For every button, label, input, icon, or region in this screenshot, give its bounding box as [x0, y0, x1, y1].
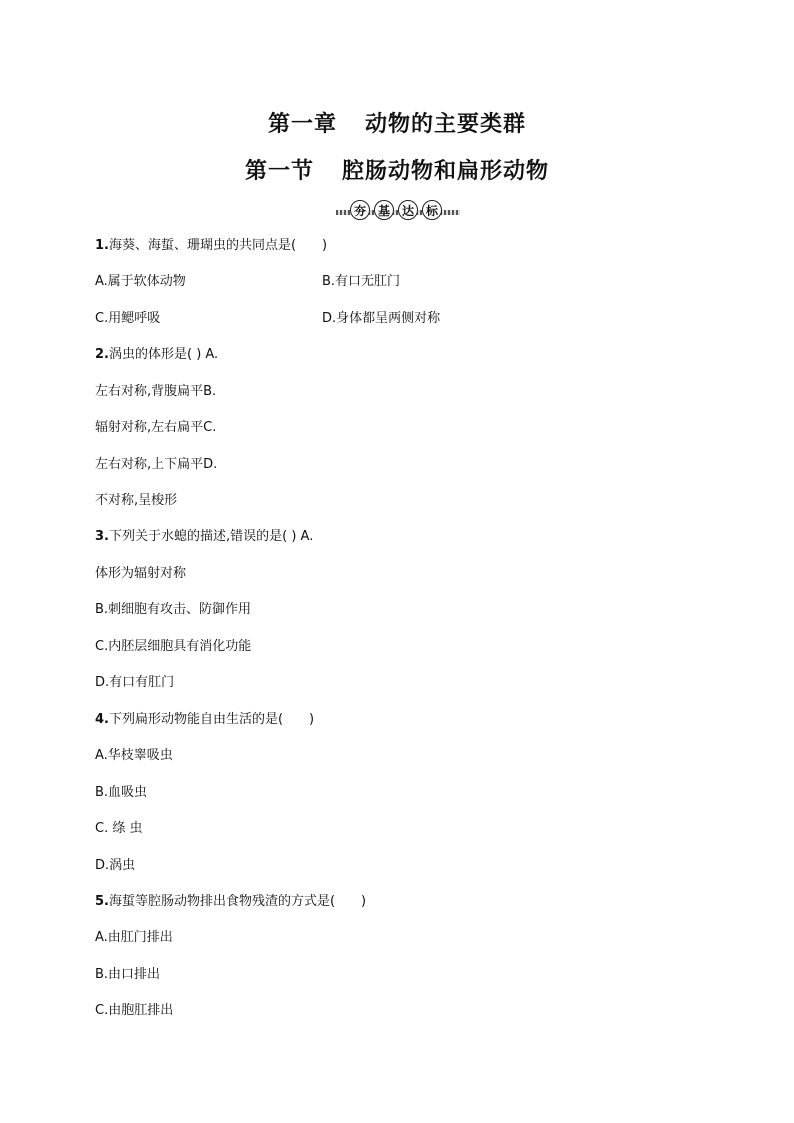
section-label: 第一节: [244, 158, 314, 184]
question-5-stem: [95, 893, 366, 911]
chapter-label: 第一章: [267, 111, 337, 137]
question-2-line-1: 左右对称,背腹扁平B.: [95, 384, 217, 399]
question-4-option-a: A.华枝睾吸虫: [95, 748, 173, 763]
question-5-option-a: A.由肛门排出: [95, 930, 173, 945]
question-2-stem: [95, 346, 218, 364]
question-5-option-c: C.由胞肛排出: [95, 1003, 174, 1018]
question-1-stem: [95, 237, 327, 255]
banner-char-3: 达: [398, 200, 418, 220]
question-5-number: 5.: [95, 894, 109, 909]
question-3-text: 下列关于水螅的描述,错误的是( ) A.: [108, 529, 314, 544]
banner-char-1: 夯: [350, 200, 370, 220]
question-3-option-c: C.内胚层细胞具有消化功能: [95, 639, 252, 654]
practice-banner: [336, 200, 460, 222]
question-1-option-a: A.属于软体动物: [95, 274, 186, 289]
question-2-line-3: 左右对称,上下扁平D.: [95, 457, 218, 472]
question-1-number: 1.: [95, 238, 109, 253]
question-4-stem: [95, 711, 314, 729]
question-1-option-d: D.身体都呈两侧对称: [322, 311, 441, 326]
section-title: [0, 154, 794, 185]
question-1-option-c: C.用鳃呼吸: [95, 311, 161, 326]
chapter-name: 动物的主要类群: [365, 111, 527, 137]
question-4-option-c: C. 绦 虫: [95, 821, 143, 836]
question-2-line-2: 辐射对称,左右扁平C.: [95, 420, 217, 435]
banner-char-4: 标: [422, 200, 442, 220]
question-3-option-b: B.刺细胞有攻击、防御作用: [95, 602, 252, 617]
question-2-number: 2.: [95, 347, 109, 362]
question-2-line-4: 不对称,呈梭形: [95, 493, 178, 508]
question-4-number: 4.: [95, 712, 109, 727]
question-3-option-d: D.有口有肛门: [95, 675, 175, 690]
banner-char-2: 基: [374, 200, 394, 220]
question-2-text: 涡虫的体形是( ) A.: [108, 347, 219, 362]
question-1-text: 海葵、海蜇、珊瑚虫的共同点是( ): [108, 238, 328, 253]
question-5-option-b: B.由口排出: [95, 967, 161, 982]
chapter-title: [0, 107, 794, 138]
question-3-number: 3.: [95, 529, 109, 544]
question-3-line-1: 体形为辐射对称: [95, 566, 187, 581]
section-name: 腔肠动物和扁形动物: [342, 158, 550, 184]
question-5-text: 海蜇等腔肠动物排出食物残渣的方式是( ): [108, 894, 367, 909]
question-4-option-d: D.涡虫: [95, 858, 136, 873]
question-4-text: 下列扁形动物能自由生活的是( ): [108, 712, 315, 727]
question-3-stem: [95, 528, 313, 546]
question-1-option-b: B.有口无肛门: [322, 274, 401, 289]
question-4-option-b: B.血吸虫: [95, 785, 148, 800]
